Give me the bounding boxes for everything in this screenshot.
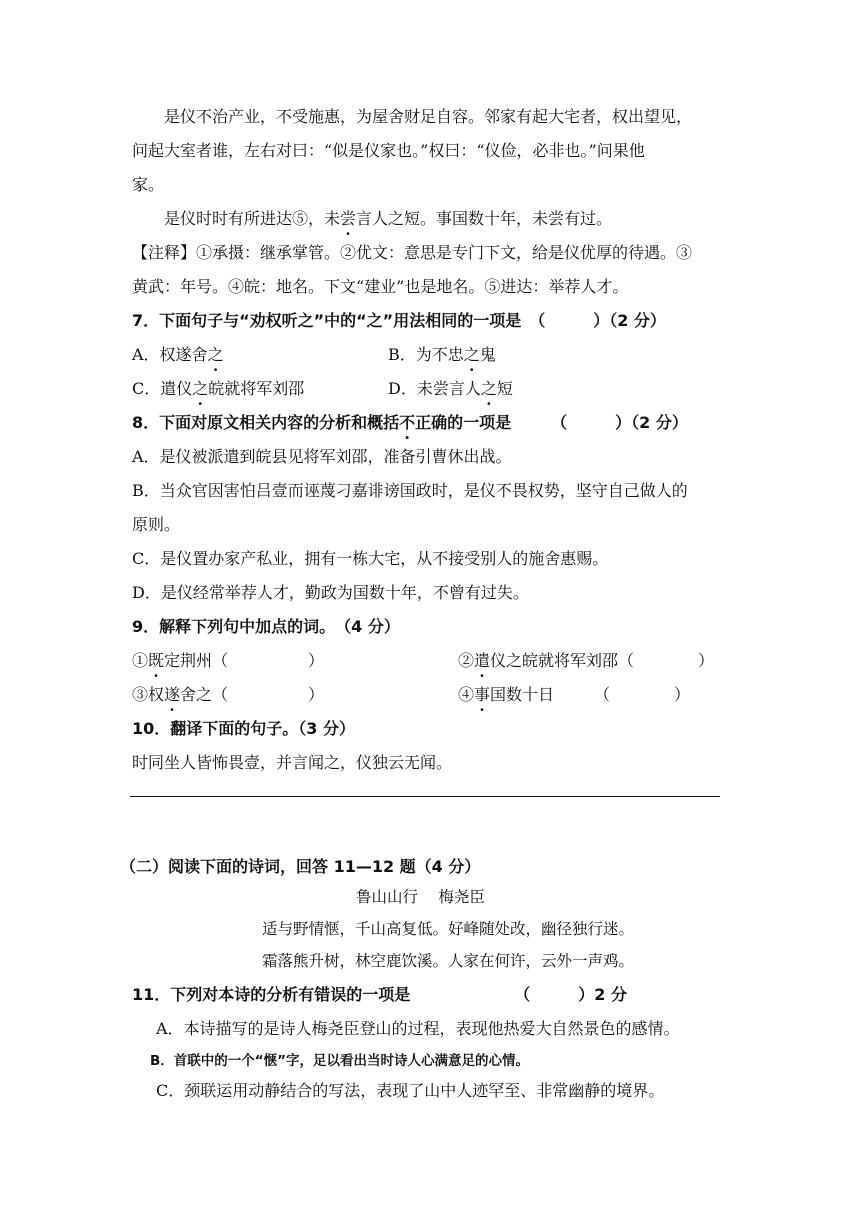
- question-7-stem: 7．下面句子与“劝权听之”中的“之”用法相同的一项是 （ ）（2 分）: [132, 311, 666, 330]
- text-span: ③权: [132, 685, 165, 704]
- text-span: 鬼: [479, 345, 496, 364]
- question-11-stem: 11．下列对本诗的分析有错误的一项是 （ ）2 分: [132, 985, 627, 1004]
- passage-line: 问起大室者谁，左右对曰：“似是仪家也。”权曰：“仪俭，必非也。”问果他: [132, 141, 645, 160]
- text-span: 仪之皖就将军刘邵（ ）: [490, 651, 715, 670]
- q9-item-1: [132, 650, 324, 672]
- text-span: 短: [496, 379, 513, 398]
- text-span: 定荆州（ ）: [164, 651, 325, 670]
- q9-item-3: [132, 684, 324, 706]
- poem-line: 霜落熊升树，林空鹿饮溪。人家在何许，云外一声鸡。: [262, 952, 635, 970]
- annotation-line: 【注释】①承摄：继承掌管。②优文：意思是专门下文，给是仪优厚的待遇。③: [132, 243, 693, 262]
- q9-item-2: [458, 650, 714, 672]
- text-span: B．为不忠: [388, 345, 464, 364]
- dotted-char: 尝: [340, 209, 357, 228]
- dotted-char: 不: [399, 413, 416, 432]
- dotted-char: 之: [192, 379, 209, 398]
- poem-line: 适与野情惬，千山高复低。好峰随处改，幽径独行迷。: [262, 920, 635, 938]
- q8-option-d: D．是仪经常举荐人才，勤政为国数十年，不曾有过失。: [132, 583, 529, 602]
- q7-option-c: [132, 378, 304, 400]
- q7-option-a: [132, 344, 224, 366]
- q8-option-c: C．是仪置办家产私业，拥有一栋大宅，从不接受别人的施舍惠赐。: [132, 549, 609, 568]
- q11-option-b: B．首联中的一个“惬”字，足以看出当时诗人心满意足的心情。: [150, 1053, 530, 1069]
- text-span: 言人之短。事国数十年，未尝有过。: [356, 209, 613, 228]
- q11-option-a: A．本诗描写的是诗人梅尧臣登山的过程，表现他热爱大自然景色的感情。: [156, 1019, 680, 1038]
- text-span: 舍之（ ）: [180, 685, 325, 704]
- section-2-heading: （二）阅读下面的诗词，回答 11—12 题（4 分）: [120, 857, 481, 876]
- text-span: ②: [458, 651, 475, 670]
- answer-line: [130, 796, 720, 797]
- dotted-char: 之: [480, 379, 497, 398]
- q7-option-d: [388, 378, 513, 400]
- text-span: A．权遂舍: [132, 345, 208, 364]
- text-span: 国数十日 （ ）: [490, 685, 691, 704]
- passage-line: [164, 208, 612, 230]
- dotted-char: 遂: [164, 685, 181, 704]
- poem-title: 鲁山山行 梅尧臣: [356, 888, 485, 906]
- q8-option-b: B．当众官因害怕吕壹而诬蔑刁嘉诽谤国政时，是仪不畏权势，坚守自己做人的: [132, 481, 688, 500]
- dotted-char: 之: [207, 345, 224, 364]
- text-span: C．遣仪: [132, 379, 193, 398]
- text-span: 是仪时时有所进达⑤，未: [164, 209, 341, 228]
- text-span: ④: [458, 685, 475, 704]
- q7-option-b: [388, 344, 496, 366]
- q9-item-4: [458, 684, 690, 706]
- annotation-line: 黄武：年号。④皖：地名。下文“建业”也是地名。⑤进达：举荐人才。: [132, 277, 629, 296]
- text-span: ①: [132, 651, 149, 670]
- text-span: D．未尝言人: [388, 379, 481, 398]
- question-10-stem: 10．翻译下面的句子。（3 分）: [132, 719, 355, 738]
- dotted-char: 遣: [474, 651, 491, 670]
- q8-option-a: A．是仪被派遣到皖县见将军刘邵，准备引曹休出战。: [132, 447, 512, 466]
- question-8-stem: [132, 412, 688, 434]
- question-9-stem: 9．解释下列句中加点的词。 （4 分）: [132, 617, 400, 636]
- q10-sentence: 时同坐人皆怖畏壹，并言闻之，仪独云无闻。: [132, 753, 453, 772]
- passage-line: 家。: [132, 175, 165, 194]
- q8-option-b-cont: 原则。: [132, 515, 181, 534]
- q11-option-c: C．颈联运用动静结合的写法，表现了山中人迹罕至、非常幽静的境界。: [156, 1081, 665, 1100]
- text-span: 8．下面对原文相关内容的分析和概括: [132, 413, 400, 432]
- text-span: 正确的一项是 （ ）（2 分）: [415, 413, 688, 432]
- passage-line: 是仪不治产业，不受施惠，为屋舍财足自容。邻家有起大宅者，权出望见，: [164, 107, 693, 126]
- dotted-char: 既: [148, 651, 165, 670]
- dotted-char: 事: [474, 685, 491, 704]
- text-span: 皖就将军刘邵: [208, 379, 305, 398]
- dotted-char: 之: [463, 345, 480, 364]
